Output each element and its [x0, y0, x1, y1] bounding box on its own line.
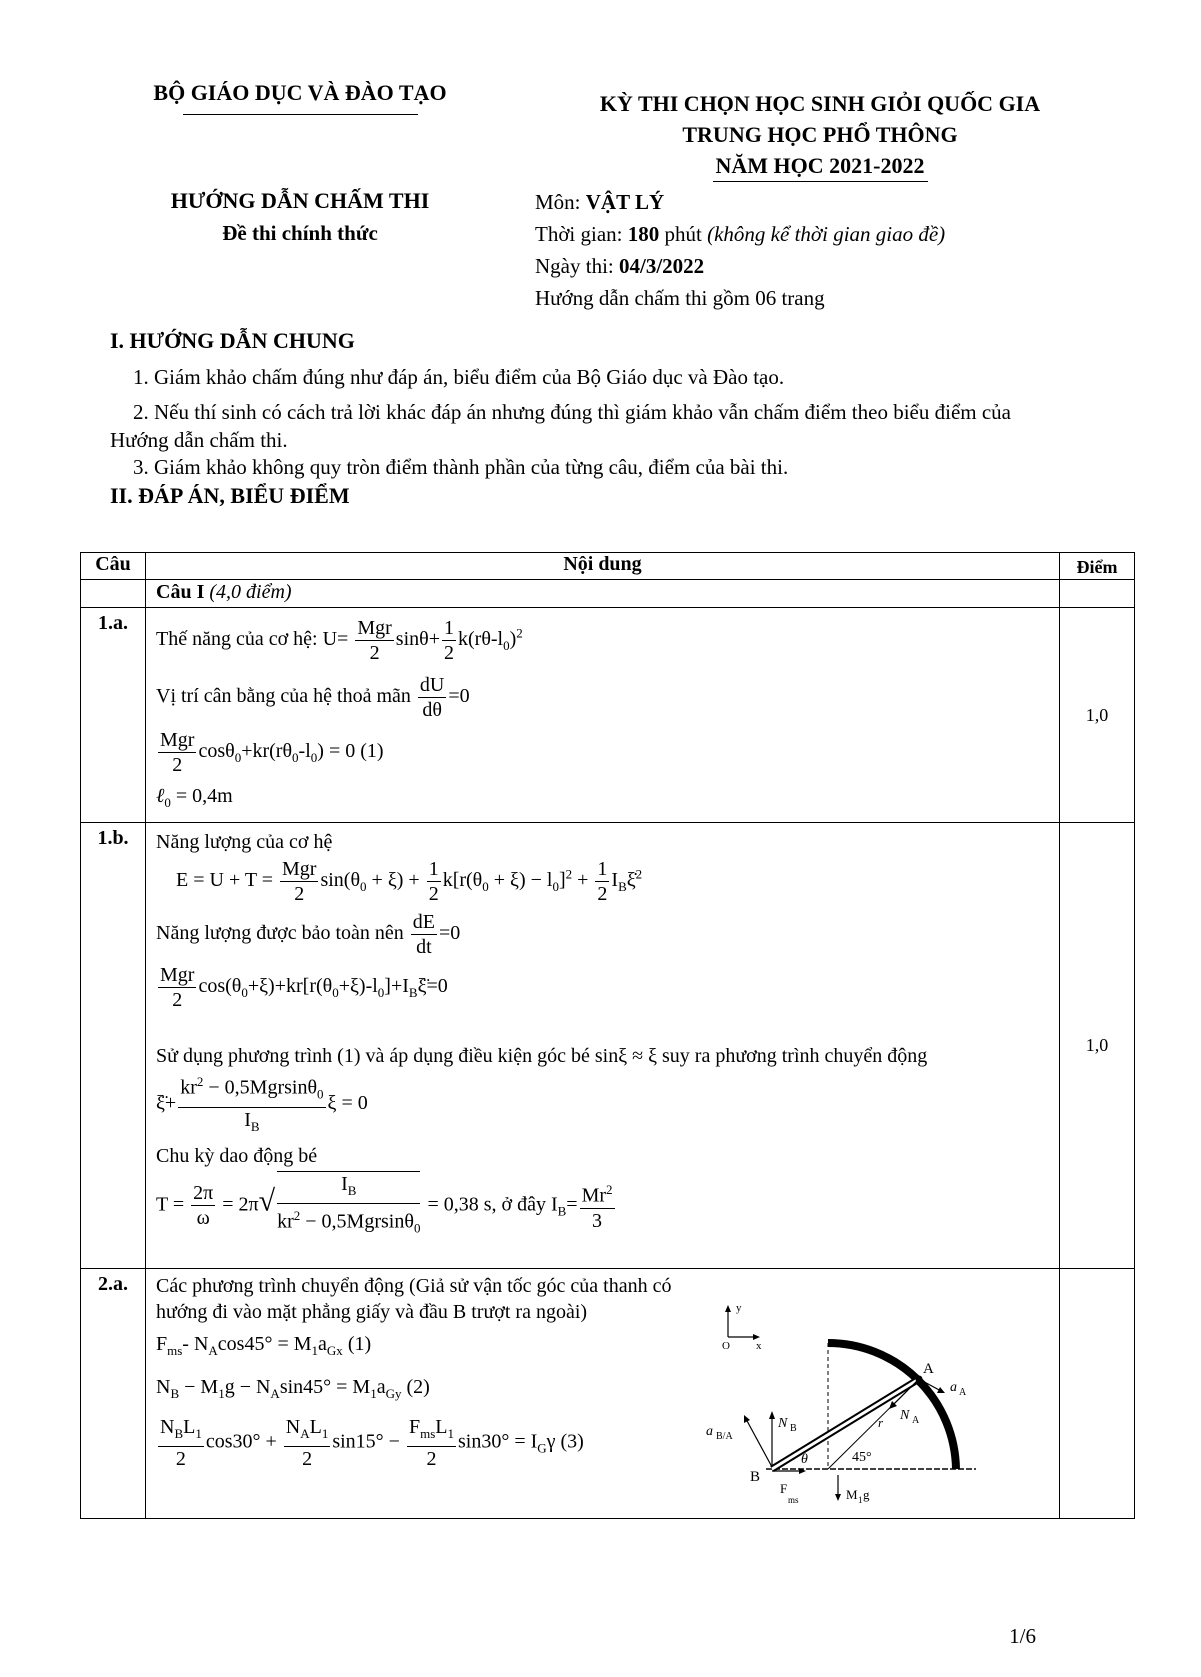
question-title	[146, 580, 1060, 608]
header-cau: Câu	[81, 553, 146, 580]
pages-note: Hướng dẫn chấm thi gồm 06 trang	[535, 286, 825, 310]
eq-label-1b-3: Sử dụng phương trình (1) và áp dụng điều kiện góc bé sinξ ≈ ξ suy ra phương trình chuyển động	[156, 1045, 928, 1067]
g-label: g	[863, 1487, 870, 1502]
exam-title-line3: NĂM HỌC 2021-2022	[715, 153, 925, 178]
row-content-2a	[146, 1269, 1060, 1519]
row-score-1a: 1,0	[1060, 608, 1135, 823]
fms-sub: ms	[788, 1495, 799, 1505]
eq-l0-value: ℓ$_0$ = 0,4m	[156, 785, 233, 810]
general-item-1: 1. Giám khảo chấm đúng như đáp án, biểu điểm của Bộ Giáo dục và Đào tạo.	[133, 365, 785, 389]
general-item-2: 2. Nếu thí sinh có cách trả lời khác đáp án nhưng đúng thì giám khảo vẫn chấm điểm theo biểu điểm của Hướng dẫn chấm thi.	[110, 400, 1011, 452]
table-row	[81, 1269, 1135, 1519]
mg-arrowhead	[835, 1494, 841, 1501]
subject-line	[535, 186, 945, 218]
mg-sub: 1	[858, 1495, 863, 1505]
axis-x-label: x	[756, 1340, 762, 1352]
time-line	[535, 218, 945, 250]
theta-label: θ	[801, 1452, 808, 1467]
eq-motion-1: $F_{ms}-$ $N_A\cos 45^\circ = M_1a_{Gx}$ (1)	[156, 1333, 372, 1358]
eq-label-2a-1: Các phương trình chuyển động (Giả sử vận tốc góc của thanh có hướng đi vào mặt phẳng giấy và đầu B trượt ra ngoài)	[156, 1275, 672, 1323]
header-content: Nội dung	[146, 553, 1060, 580]
row-label-2a: 2.a.	[81, 1269, 146, 1519]
ministry-underline	[183, 114, 418, 115]
row-score-1b: 1,0	[1060, 823, 1135, 1269]
answers-section-title: II. ĐÁP ÁN, BIỂU ĐIỂM	[110, 483, 350, 508]
row-label-1a: 1.a.	[81, 608, 146, 823]
time-note: (không kể thời gian giao đề)	[707, 222, 946, 246]
eq-oscillation: ξ̈+ $\frac{kr^2 - 0,5Mgrsin\theta_0}{I_B}$ ξ = 0	[156, 1070, 1051, 1139]
eq-label-1a-3: = 0 (1)	[328, 740, 384, 763]
time-label: Thời gian:	[535, 222, 628, 246]
page-number: 1/6	[1009, 1624, 1036, 1648]
time-unit: phút	[659, 222, 708, 246]
radius-label: r	[878, 1415, 884, 1430]
answer-table	[80, 552, 1135, 1519]
axis-y-label: y	[736, 1302, 742, 1314]
date-line	[535, 250, 945, 282]
eq-energy-derivative: $\frac{\text{Mgr}}{2}$ $\cos(\theta_0+\xi)+kr[r(\theta_0+\xi)-l_0]+I_B\xï=0$	[160, 964, 448, 1011]
header-score: Điểm	[1060, 553, 1135, 580]
aa-sub: A	[959, 1387, 967, 1398]
mg-label: M	[846, 1487, 858, 1502]
eq-motion-3: $\frac{N_BL_1}{2}$ cos30° + $\frac{N_AL_1}{2}$ sin15° − $\frac{F_{ms}L_1}{2}$ $\sin 30^\circ = I_G\gamma$ (3)	[160, 1416, 584, 1470]
question-title-score-empty	[1060, 580, 1135, 608]
rod-diagram	[706, 1299, 1006, 1509]
exam-title-line1: KỲ THI CHỌN HỌC SINH GIỎI QUỐC GIA	[599, 91, 1041, 116]
ministry-name: BỘ GIÁO DỤC VÀ ĐÀO TẠO	[153, 80, 447, 105]
eq-label-1a-2: Vị trí cân bằng của hệ thoả mãn	[156, 685, 411, 708]
eq-energy-conservation: Năng lượng được bảo toàn nên $\frac{dE}{dt}$ =0	[156, 911, 461, 958]
eq-total-energy: E = U + T = $\frac{\text{Mgr}}{2}$ $\sin(\theta_0 + \xi)$ + $\frac{1}{2}$ $k[r(\theta_0 + \xi) - l_0]^2$ + $\frac{1}{2}$ $I_B\xi̇^2$	[176, 858, 643, 905]
aa-label: a	[950, 1380, 957, 1395]
eq-equilibrium-condition: Vị trí cân bằng của hệ thoả mãn $\frac{dU}{d\theta}$ =0	[156, 674, 470, 721]
table-row	[81, 608, 1135, 823]
question-title-empty	[81, 580, 146, 608]
date-label: Ngày thi:	[535, 254, 619, 278]
nb-sub: B	[790, 1423, 797, 1434]
eq-label-1b-4: Chu kỳ dao động bé	[156, 1144, 318, 1167]
guide-subtitle: Đề thi chính thức	[222, 221, 378, 245]
date-value: 04/3/2022	[619, 254, 705, 278]
general-item-3: 3. Giám khảo không quy tròn điểm thành phần của từng câu, điểm của bài thi.	[133, 455, 789, 479]
eq-period: T = $\frac{2\pi}{\omega}$ = 2π√ $\frac{I_B}{kr^2 - 0,5Mgrsin\theta_0}$ = 0,38 s, ở đây $I_B=$ $\frac{Mr^2}{3}$	[156, 1171, 1051, 1241]
table-row	[81, 823, 1135, 1269]
nb-arrowhead	[769, 1411, 775, 1419]
eq-label-1a-4: ℓ	[156, 785, 165, 807]
question-title-row	[81, 580, 1135, 608]
row-label-1b: 1.b.	[81, 823, 146, 1269]
label-b: B	[750, 1469, 761, 1485]
row-content-1b	[146, 823, 1060, 1269]
exam-meta	[535, 186, 945, 314]
time-value: 180	[627, 222, 660, 246]
label-a: A	[923, 1361, 934, 1377]
guide-title: HƯỚNG DẪN CHẤM THI	[170, 188, 430, 213]
angle-label: 45°	[852, 1450, 872, 1465]
exam-title-block	[540, 88, 1100, 182]
axis-y-arrow	[725, 1305, 731, 1312]
subject-value: VẬT LÝ	[585, 190, 665, 214]
exam-title-line2: TRUNG HỌC PHỔ THÔNG	[682, 122, 958, 147]
eq-potential-energy: Thế năng của cơ hệ: U= $\frac{\text{Mgr}}{2}$ sinθ+ $\frac{1}{2}$ $k(r\theta-l_0)^2$	[156, 617, 523, 664]
aba-arrow	[746, 1419, 772, 1467]
eq-label-1b-5: = 0,38 s, ở đây	[427, 1193, 546, 1216]
fms-label: F	[780, 1481, 788, 1496]
origin-label: O	[722, 1340, 730, 1352]
aba-sub: B/A	[716, 1431, 733, 1442]
aba-label: a	[706, 1424, 713, 1439]
question-points: (4,0 điểm)	[209, 581, 292, 603]
na-label: N	[900, 1408, 910, 1423]
eq-label-1b-1: Năng lượng của cơ hệ	[156, 831, 333, 853]
ministry-block	[110, 80, 490, 115]
guide-title-block	[110, 185, 490, 249]
table-header-row	[81, 553, 1135, 580]
eq-equilibrium: $\frac{\text{Mgr}}{2}$ $\cos\theta_0+kr(r\theta_0-l_0) = 0$ (1)	[160, 729, 384, 776]
row-score-2a	[1060, 1269, 1135, 1519]
exam-title-underline	[713, 181, 928, 182]
row-content-1a	[146, 608, 1060, 823]
eq-label-1a-5: = 0,4m	[175, 785, 233, 807]
eq-label-1b-2: Năng lượng được bảo toàn nên	[156, 922, 404, 945]
question-label: Câu I	[156, 581, 205, 603]
general-section-title: I. HƯỚNG DẪN CHUNG	[110, 328, 355, 353]
nb-label: N	[778, 1416, 788, 1431]
eq-motion-2: $N_B - M_1g - N_A\sin 45^\circ = M_1a_{Gy}$ (2)	[156, 1376, 430, 1401]
eq-label-1a-1: Thế năng của cơ hệ: U=	[156, 628, 349, 651]
subject-label: Môn:	[535, 190, 586, 214]
na-sub: A	[912, 1415, 920, 1426]
